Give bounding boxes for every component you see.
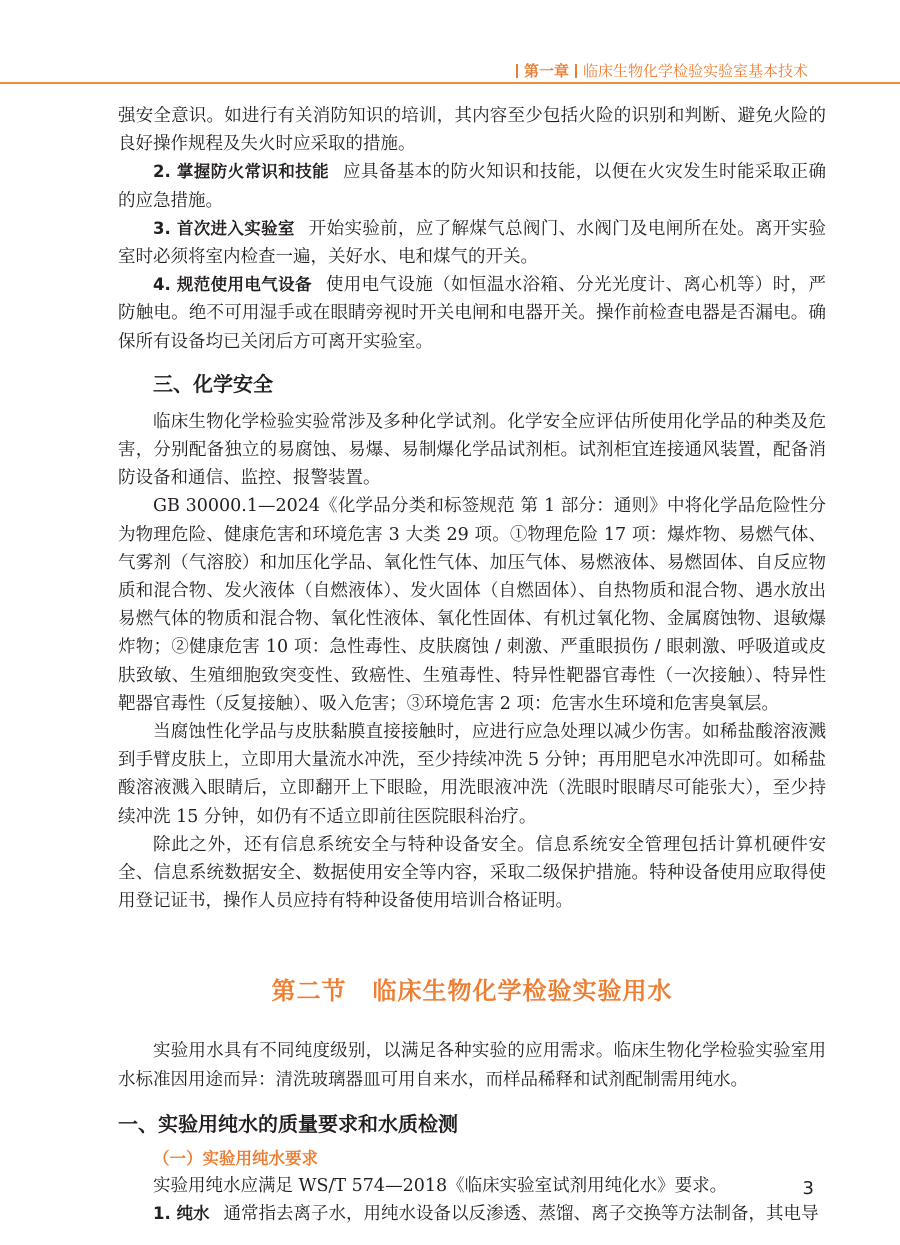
- header-bar-mid: [575, 64, 577, 78]
- item-text: 应具备基本的防火知识和技能，以便在火灾发生时能采取正确的应急措施。: [118, 162, 827, 211]
- header-bar-left: [516, 64, 518, 78]
- paragraph: 强安全意识。如进行有关消防知识的培训，其内容至少包括火险的识别和判断、避免火险的良好操作规程及失火时应采取的措施。: [118, 106, 826, 155]
- section-title: [118, 975, 826, 1007]
- header-title: 临床生物化学检验实验室基本技术: [582, 62, 808, 80]
- item-text: 使用电气设施（如恒温水浴箱、分光光度计、离心机等）时，严防触电。绝不可用湿手或在眼睛旁视时开关电闸和电器开关。操作前检查电器是否漏电。确保所有设备均已关闭后方可离开实验室。: [118, 275, 826, 352]
- header-text: [510, 62, 808, 80]
- paragraph: 实验用水具有不同纯度级别，以满足各种实验的应用需求。临床生物化学检验实验室用水标准因用途而异：清洗玻璃器皿可用自来水，而样品稀释和试剂配制需用纯水。: [118, 1041, 826, 1090]
- paragraph: 临床生物化学检验实验常涉及多种化学试剂。化学安全应评估所使用化学品的种类及危害，分别配备独立的易腐蚀、易爆、易制爆化学品试剂柜。试剂柜宜连接通风装置，配备消防设备和通信、监控、报警装置。: [118, 411, 826, 489]
- section-title-text: 临床生物化学检验实验用水: [372, 977, 673, 1006]
- item-heading: 2. 掌握防火常识和技能: [153, 162, 330, 182]
- item-heading: 1. 纯水: [153, 1204, 210, 1224]
- list-item: [118, 158, 826, 214]
- paragraph: 除此之外，还有信息系统安全与特种设备安全。信息系统安全管理包括计算机硬件安全、信息系统数据安全、数据使用安全等内容，采取二级保护措施。特种设备使用应取得使用登记证书，操作人员应持有特种设备使用培训合格证明。: [118, 834, 826, 912]
- page-content: [118, 102, 826, 1228]
- paragraph: 当腐蚀性化学品与皮肤黏膜直接接触时，应进行应急处理以减少伤害。如稀盐酸溶液溅到手臂皮肤上，立即用大量流水冲洗，至少持续冲洗 5 分钟；再用肥皂水冲洗即可。如稀盐酸溶液溅入眼睛后，立即翻开上下眼睑，用洗眼液冲洗（洗眼时眼睛尽可能张大），至少持续冲洗 15 分钟，如仍有不适立即前往医院眼科治疗。: [118, 722, 826, 827]
- header-rule: [0, 82, 900, 84]
- page-number: 3: [802, 1178, 814, 1199]
- paragraph: GB 30000.1—2024《化学品分类和标签规范 第 1 部分：通则》中将化学品危险性分为物理危险、健康危害和环境危害 3 大类 29 项。①物理危险 17 项：爆炸物、易燃气体、气雾剂（气溶胶）和加压化学品、氧化性气体、加压气体、易燃液体、易燃固体、自反应物质和混合物、发火液体（自燃液体）、发火固体（自燃固体）、自热物质和混合物、遇水放出易燃气体的物质和混合物、氧化性液体、氧化性固体、有机过氧化物、金属腐蚀物、退敏爆炸物；②健康危害 10 项：急性毒性、皮肤腐蚀 / 刺激、严重眼损伤 / 眼刺激、呼吸道或皮肤致敏、生殖细胞致突变性、致癌性、生殖毒性、特异性靶器官毒性（一次接触）、特异性靶器官毒性（反复接触）、吸入危害；③环境危害 2 项：危害水生环境和危害臭氧层。: [118, 496, 826, 714]
- item-heading: 3. 首次进入实验室: [153, 218, 295, 238]
- running-header: [0, 0, 900, 92]
- list-item: [118, 271, 826, 356]
- header-chapter: 第一章: [523, 62, 569, 80]
- item-text: 通常指去离子水，用纯水设备以反渗透、蒸馏、离子交换等方法制备，其电导: [223, 1204, 819, 1225]
- paragraph: 实验用纯水应满足 WS/T 574—2018《临床实验室试剂用纯化水》要求。: [153, 1175, 728, 1196]
- list-item: [118, 1200, 826, 1228]
- item-heading: 4. 规范使用电气设备: [153, 275, 312, 295]
- section-heading: 三、化学安全: [153, 371, 273, 396]
- subsection-heading: 一、实验用纯水的质量要求和水质检测: [118, 1111, 458, 1136]
- subsubsection-heading: （一）实验用纯水要求: [153, 1148, 318, 1168]
- section-number: 第二节: [271, 977, 347, 1006]
- list-item: [118, 215, 826, 271]
- item-text: 开始实验前，应了解煤气总阀门、水阀门及电闸所在处。离开实验室时必须将室内检查一遍，关好水、电和煤气的开关。: [118, 218, 827, 268]
